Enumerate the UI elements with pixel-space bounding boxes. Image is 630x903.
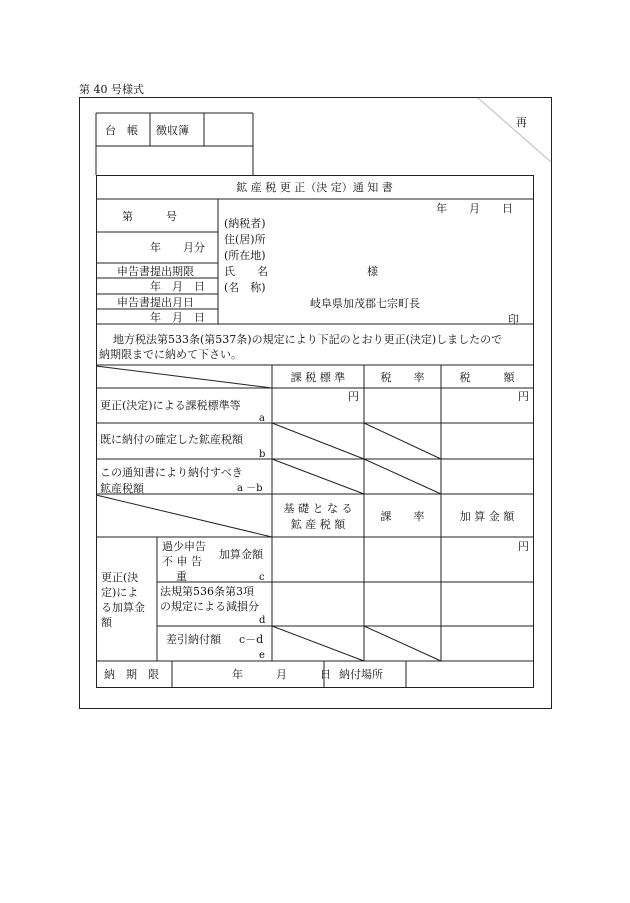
sama-label: 様: [367, 265, 378, 278]
payment-deadline-label: 納 期 限: [104, 668, 159, 681]
deadline-date: 年 月 日: [150, 280, 205, 293]
address-label: 住(居)所: [224, 233, 266, 246]
page-title: 鉱 産 税 更 正（決 定）通 知 書: [236, 181, 393, 194]
row-b-key: b: [259, 449, 266, 460]
row-c-label-2: 鉱産税額: [100, 482, 144, 495]
col-base-tax-1: 基 礎 と な る: [283, 502, 353, 515]
row1-label-4: 加算金額: [219, 548, 263, 561]
row1-key: c: [259, 572, 265, 583]
payment-place-label: 納付場所: [339, 668, 383, 681]
name-label: 氏 名: [224, 265, 268, 278]
row3-formula: c－d: [239, 633, 264, 646]
filed-date: 年 月 日: [150, 311, 205, 324]
deadline-label: 申告書提出期限: [117, 265, 194, 278]
yen-unit-2: 円: [518, 540, 529, 553]
row1-label-1: 過少申告: [162, 540, 206, 553]
form-number: 第 40 号様式: [79, 83, 144, 96]
row-b-label: 既に納付の確定した鉱産税額: [100, 433, 243, 446]
seal-mark: 印: [508, 313, 519, 326]
side-label-3: る加算金: [101, 601, 145, 614]
row-c-key: a －b: [237, 483, 263, 494]
row2-label-1: 法規第536条第3項: [160, 585, 254, 598]
col-rate-2: 課 率: [380, 510, 425, 523]
row1-label-2: 不 申 告: [162, 555, 202, 568]
period-label: 年 月分: [150, 241, 205, 254]
yen-unit: 円: [348, 390, 359, 403]
row-a-key: a: [259, 413, 265, 424]
side-label-2: 定)によ: [101, 586, 139, 599]
yen-unit: 円: [518, 390, 529, 403]
issuer-name: 岐阜県加茂郡七宗町長: [310, 297, 420, 310]
notice-text-line2: 納期限までに納めて下さい。: [99, 348, 242, 361]
row3-key: e: [259, 650, 265, 661]
company-name-label: (名 称): [224, 281, 266, 294]
col-tax-amount: 税 額: [459, 371, 515, 384]
collection-book-label: 徴収簿: [156, 124, 189, 137]
col-tax-standard: 課 税 標 準: [290, 371, 346, 384]
row2-key: d: [259, 615, 266, 626]
notice-date: 年 月 日: [436, 202, 513, 215]
col-tax-rate: 税 率: [380, 371, 425, 384]
number-label: 第 号: [122, 210, 177, 223]
row3-label: 差引納付額: [166, 633, 221, 646]
location-label: (所在地): [224, 249, 266, 262]
notice-text-line1: 地方税法第533条(第537条)の規定により下記のとおり更正(決定)しましたので: [113, 333, 503, 346]
taxpayer-label: (納税者): [224, 217, 266, 230]
side-label-4: 額: [101, 616, 112, 629]
filed-label: 申告書提出月日: [117, 296, 194, 309]
payment-deadline-date: 年 月 日: [232, 668, 331, 681]
ledger-label: 台 帳: [105, 124, 138, 137]
row-c-label-1: この通知書により納付すべき: [100, 466, 243, 479]
row2-label-2: の規定による減損分: [160, 600, 259, 613]
col-base-tax-2: 鉱 産 税 額: [290, 518, 346, 531]
row-a-label: 更正(決定)による課税標準等: [100, 399, 241, 412]
side-label-1: 更正(決: [101, 571, 139, 584]
reissue-mark: 再: [516, 116, 527, 129]
col-added-amount: 加 算 金 額: [459, 510, 515, 523]
row1-label-3: 重: [176, 570, 187, 583]
